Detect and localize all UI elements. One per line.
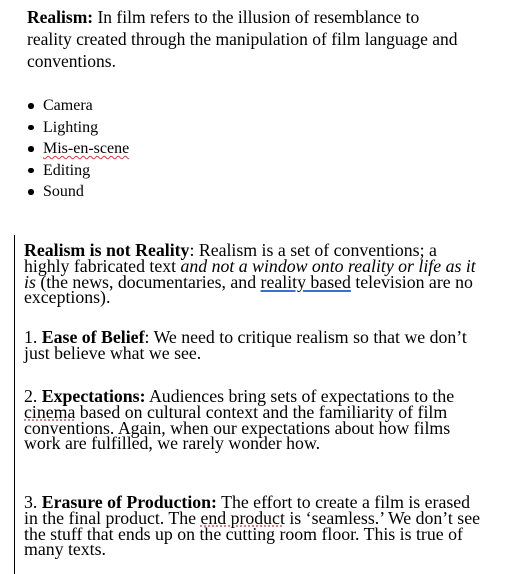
erasure-of-production-paragraph: 3. Erasure of Production: The effort to create a film is erased in the final product. The end product is ‘seamless.’ We don’t see the stuff that ends up on the cutting room floor. This is true of many texts. [24, 492, 480, 560]
list-item: Editing [27, 160, 467, 182]
notes-panel [14, 235, 491, 574]
paragraph-term: Erasure of Production: [41, 492, 217, 512]
list-item: Camera [27, 95, 467, 117]
spellcheck-word: Mis-en-scene [43, 140, 130, 157]
definition-term: Realism: [27, 7, 94, 27]
realism-not-reality-paragraph: Realism is not Reality: Realism is a set of conventions; a highly fabricated text and not a window onto reality or life as it is (the news, documentaries, and reality based television are no exceptions). [24, 240, 476, 308]
film-language-list [27, 95, 467, 203]
realism-definition-section [27, 6, 467, 203]
paragraph-term: Realism is not Reality [24, 240, 190, 260]
list-item: Sound [27, 181, 467, 203]
spellcheck-word: cinema [24, 401, 76, 422]
paragraph-term: Expectations: [41, 386, 146, 406]
expectations-paragraph: 2. Expectations: Audiences bring sets of expectations to the cinema based on cultural context and the familiarity of film conventions. Again, when our expectations about how films work are fulfilled, we rarely wonder how. [24, 386, 455, 454]
paragraph-term: Ease of Belief [41, 327, 145, 347]
list-item: Lighting [27, 117, 467, 139]
spellcheck-word: end product [200, 507, 285, 528]
ease-of-belief-paragraph: 1. Ease of Belief: We need to critique realism so that we don’t just believe what we see. [24, 327, 467, 363]
grammar-flag: reality based [260, 271, 351, 292]
definition-paragraph [27, 6, 467, 72]
definition-text: In film refers to the illusion of resemblance to reality created through the manipulation of film language and conventions. [27, 7, 458, 71]
list-item [27, 138, 467, 160]
